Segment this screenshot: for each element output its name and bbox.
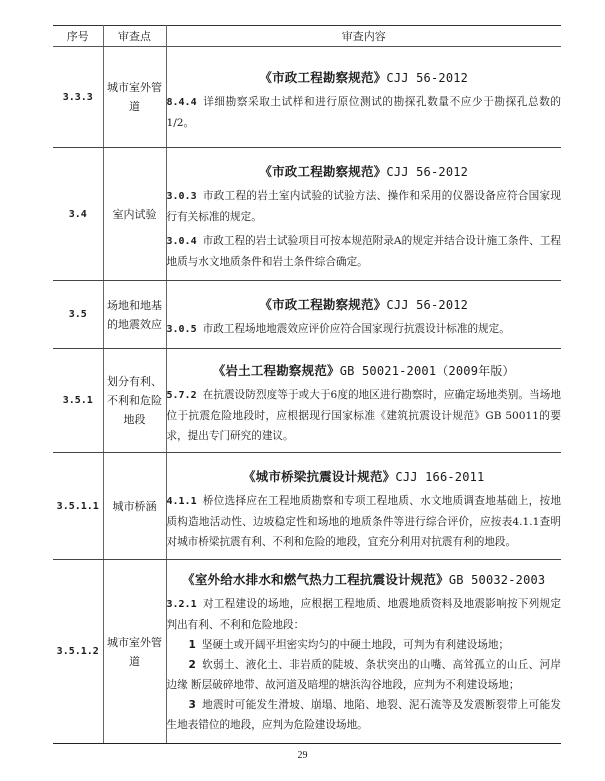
standard-title: 《市政工程勘察规范》CJJ 56-2012 bbox=[259, 297, 469, 312]
table-header-row bbox=[53, 26, 561, 47]
review-table bbox=[53, 25, 561, 744]
review-point: 场地和地基的地震效应 bbox=[103, 281, 166, 349]
review-content bbox=[166, 453, 561, 560]
clause: 3.0.4 市政工程的岩土试验项目可按本规范附录A的规定并结合设计施工条件、工程地质与水文地质条件和岩土条件综合确定。 bbox=[166, 235, 561, 268]
standard-title: 《市政工程勘察规范》CJJ 56-2012 bbox=[259, 164, 469, 179]
standard-title: 《城市桥梁抗震设计规范》CJJ 166-2011 bbox=[242, 468, 485, 484]
list-item: 1 坚硬土或开阔平坦密实均匀的中硬土地段，可判为有利建设场地； bbox=[188, 639, 510, 651]
clause: 3.0.5 市政工程场地地震效应评价应符合国家现行抗震设计标准的规定。 bbox=[166, 323, 510, 335]
list-item: 3 地震时可能发生滑坡、崩塌、地陷、地裂、泥石流等及发震断裂带上可能发生地表错位的地段，应判为危险建设场地。 bbox=[166, 699, 561, 731]
serial-no: 3.5.1 bbox=[53, 349, 103, 453]
serial-no: 3.5 bbox=[53, 281, 103, 349]
table-row bbox=[53, 148, 561, 281]
review-content bbox=[166, 47, 561, 148]
review-point: 城市室外管道 bbox=[103, 47, 166, 148]
serial-no: 3.5.1.2 bbox=[53, 560, 103, 744]
review-point: 城市桥涵 bbox=[103, 453, 166, 560]
table-row bbox=[53, 453, 561, 560]
review-point: 城市室外管道 bbox=[103, 560, 166, 744]
header-serial-no: 序号 bbox=[53, 26, 103, 47]
review-point: 室内试验 bbox=[103, 148, 166, 281]
table-row bbox=[53, 349, 561, 453]
clause: 3.0.3 市政工程的岩土室内试验的试验方法、操作和采用的仪器设备应符合国家现行有关标准的规定。 bbox=[166, 190, 561, 223]
page-number: 29 bbox=[297, 750, 308, 761]
standard-title: 《岩土工程勘察规范》GB 50021-2001（2009年版） bbox=[212, 363, 515, 378]
table-row bbox=[53, 281, 561, 349]
standard-title: 《室外给水排水和燃气热力工程抗震设计规范》GB 50032-2003 bbox=[182, 572, 546, 587]
table-row bbox=[53, 47, 561, 148]
header-review-content: 审查内容 bbox=[166, 26, 561, 47]
list-item: 2 软弱土、液化土、非岩质的陡坡、条状突出的山嘴、高耸孤立的山丘、河岸边缘 断层破碎地带、故河道及暗埋的塘浜沟谷地段，应判为不利建设场地； bbox=[166, 659, 561, 691]
table-row bbox=[53, 560, 561, 744]
review-point: 划分有利、不利和危险地段 bbox=[103, 349, 166, 453]
clause: 8.4.4 详细勘察采取土试样和进行原位测试的勘探孔数量不应少于勘探孔总数的1/2。 bbox=[166, 95, 561, 129]
serial-no: 3.4 bbox=[53, 148, 103, 281]
clause: 3.2.1 对工程建设的场地，应根据工程地质、地震地质资料及地震影响按下列规定判出有利、不利和危险地段： bbox=[166, 598, 561, 631]
standard-title: 《市政工程勘察规范》CJJ 56-2012 bbox=[259, 69, 469, 85]
review-content bbox=[166, 281, 561, 349]
review-content bbox=[166, 349, 561, 453]
clause: 5.7.2 在抗震设防烈度等于或大于6度的地区进行勘察时，应确定场地类别。当场地位于抗震危险地段时，应根据现行国家标准《建筑抗震设计规范》GB 50011的要求，提出专门研究的建议。 bbox=[166, 389, 561, 442]
clause: 4.1.1 桥位选择应在工程地质勘察和专项工程地质、水文地质调查地基础上，按地质构造地活动性、边坡稳定性和场地的地质条件等进行综合评价，应按表4.1.1查明对城市桥梁抗震有利、不利和危险的地段，宜充分利用对抗震有利的地段。 bbox=[166, 494, 561, 548]
serial-no: 3.5.1.1 bbox=[53, 453, 103, 560]
header-review-point: 审查点 bbox=[103, 26, 166, 47]
review-content bbox=[166, 560, 561, 744]
review-content bbox=[166, 148, 561, 281]
serial-no: 3.3.3 bbox=[53, 47, 103, 148]
